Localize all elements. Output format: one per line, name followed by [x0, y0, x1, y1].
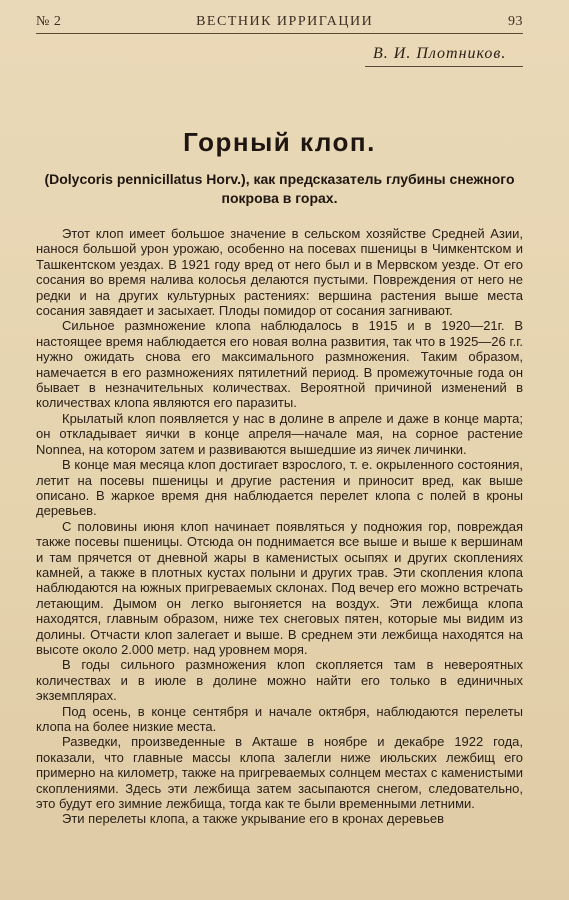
running-header	[36, 14, 523, 34]
article-subtitle: (Dolycoris pennicillatus Horv.), как предсказатель глубины снежного покрова в горах.	[44, 171, 515, 206]
paragraph: Эти перелеты клопа, а также укрывание его в кронах деревьев	[62, 811, 444, 827]
paragraph: С половины июня клоп начинает появляться у подножия гор, повреждая также посевы пшеницы. Отсюда он поднимается все выше и выше к вершинам и там прячется от дневной жары в каменистых осыпях и других скоплениях камней, а также в плотных кустах полыни и других трав. Эти скопления клопа наблюдаются на южных пригреваемых склонах. Под вечер его можно встречать летающим. Дымом он легко выгоняется на воздух. Эти лежбища клопа находятся, главным образом, ниже тех снеговых пятен, которые мы видим из долины. Отчасти клоп залегает и выше. В среднем эти лежбища находятся на высоте около 2.000 метр. над уровнем моря.	[36, 518, 523, 657]
author-name: В. И. Плотников.	[365, 45, 523, 67]
paragraph: Этот клоп имеет большое значение в сельском хозяйстве Средней Азии, нанося большой урон урожаю, особенно на посевах пшеницы в Чимкентском и Ташкентском уездах. В 1921 году вред от него был и в Мервском уезде. От его сосания во время налива колосья делаются пустыми. Повреждения от него не редки и на других культурных растениях: вершина растения выше места сосания завядает и засыхает. Плоды помидор от сосания загнивают.	[36, 226, 523, 319]
paragraph: Разведки, произведенные в Акташе в ноябре и декабре 1922 года, показали, что главные массы клопа залегли ниже июльских лежбищ его примерно на километр, также на пригреваемых солнцем местах с каменистыми скоплениями. Здесь эти лежбища затем засыпаются снегом, следовательно, это будут его зимние лежбища, тогда как те были временными летними.	[36, 734, 523, 812]
paragraph: Под осень, в конце сентября и начале октября, наблюдаются перелеты клопа на более низкие места.	[36, 703, 523, 734]
paragraph: Сильное размножение клопа наблюдалось в 1915 и в 1920—21г. В настоящее время наблюдается его новая волна развития, так что в 1925—26 г.г. нужно ожидать снова его максимального размножения. Таким образом, намечается в его размножениях пятилетний период. В промежуточные года он бывает в незначительных количествах. Вероятной причиной изменений в количествах клопа являются его паразиты.	[36, 318, 523, 411]
page-number: 93	[507, 14, 523, 29]
paragraph: Крылатый клоп появляется у нас в долине в апреле и даже в конце марта; он откладывает яички в конце апреля—начале мая, на сорное растение Nonnea, на котором затем и развиваются вышедшие из яичек личинки.	[36, 410, 523, 457]
article-body	[36, 226, 523, 827]
paragraph: В годы сильного размножения клоп скопляется там в невероятных количествах и в июле в долине можно найти его только в единичных экземплярах.	[36, 657, 523, 704]
issue-number: № 2	[36, 14, 62, 29]
paragraph: В конце мая месяца клоп достигает взрослого, т. е. окрыленного состояния, летит на посевы пшеницы и другие растения и приносит вред, как выше описано. В жаркое время дня наблюдается перелет клопа с полей в кроны деревьев.	[36, 457, 523, 519]
article-title: Горный клоп.	[183, 127, 376, 157]
journal-title: ВЕСТНИК ИРРИГАЦИИ	[196, 14, 374, 29]
